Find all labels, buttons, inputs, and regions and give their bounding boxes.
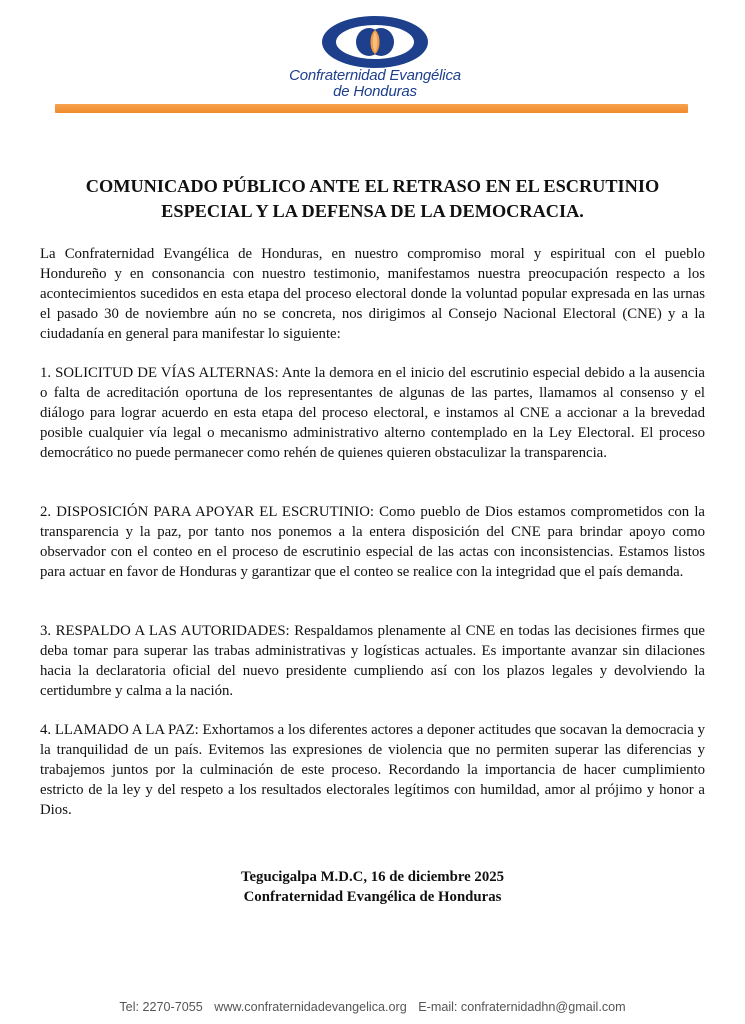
signature-org: Confraternidad Evangélica de Honduras <box>243 889 502 905</box>
org-name-logo <box>270 68 480 100</box>
signature-block <box>40 867 705 907</box>
org-name-line1: Confraternidad Evangélica <box>289 67 461 84</box>
footer <box>0 1000 745 1014</box>
footer-website[interactable]: www.confraternidadevangelica.org <box>214 1000 407 1014</box>
org-name-line2: de Honduras <box>333 83 417 100</box>
title-line-1: COMUNICADO PÚBLICO ANTE EL RETRASO EN EL ESCRUTINIO <box>85 176 660 196</box>
point-3-paragraph: 3. RESPALDO A LAS AUTORIDADES: Respaldamos plenamente al CNE en todas las decisiones firmes que deba tomar para superar las trabas administrativas y logísticas actuales. Es importante avanzar sin dilaciones hacia la declaratoria oficial del nuevo presidente cumpliendo así con los plazos legales y devolviendo la certidumbre y calma a la nación. <box>40 623 705 699</box>
point-2-paragraph: 2. DISPOSICIÓN PARA APOYAR EL ESCRUTINIO: Como pueblo de Dios estamos comprometidos con la transparencia y la paz, por tanto nos ponemos a la entera disposición del CNE para brindar apoyo como observador con el conteo en el proceso de escrutinio especial de las actas con inconsistencias. Estamos listos para actuar en favor de Honduras y garantizar que el conteo se realice con la integridad que el país demanda. <box>40 504 705 580</box>
place-date: Tegucigalpa M.D.C, 16 de diciembre 2025 <box>240 869 505 885</box>
footer-phone: Tel: 2270-7055 <box>119 1000 203 1014</box>
footer-email[interactable]: E-mail: confraternidadhn@gmail.com <box>418 1000 626 1014</box>
point-1-paragraph: 1. SOLICITUD DE VÍAS ALTERNAS: Ante la demora en el inicio del escrutinio especial debido a la ausencia o falta de acreditación oportuna de los representantes de algunas de las partes, llamamos al consenso y el diálogo para lograr acuerdo en esta etapa del proceso electoral, e instamos al CNE a accionar a la brevedad posible cualquier vía legal o mecanismo administrativo alterno contemplado en la Ley Electoral. El proceso democrático no puede permanecer como rehén de quienes quieren obstaculizar la transparencia. <box>40 365 705 461</box>
point-4-paragraph: 4. LLAMADO A LA PAZ: Exhortamos a los diferentes actores a deponer actitudes que socavan la democracia y la tranquilidad de un país. Evitemos las expresiones de violencia que no permiten superar las diferencias y trabajemos juntos por la culminación de este proceso. Recordando la importancia de hacer cumplimiento estricto de la ley y del respeto a los resultados electorales legítimos con humildad, amor al prójimo y honor a Dios. <box>40 722 705 818</box>
header-divider <box>55 104 688 113</box>
intro-paragraph: La Confraternidad Evangélica de Honduras, en nuestro compromiso moral y espiritual con el pueblo Hondureño y en consonancia con nuestro testimonio, manifestamos nuestra preocupación respecto a los acontecimientos sucedidos en esta etapa del proceso electoral donde la voluntad popular expresada en las urnas el pasado 30 de noviembre aún no se concreta, nos dirigimos al Consejo Nacional Electoral (CNE) y a la ciudadanía en general para manifestar lo siguiente: <box>40 246 705 342</box>
letterhead <box>0 0 745 120</box>
title-line-2: ESPECIAL Y LA DEFENSA DE LA DEMOCRACIA. <box>161 201 584 221</box>
ce-oval-logo-icon <box>320 14 430 70</box>
document-title <box>40 174 705 224</box>
